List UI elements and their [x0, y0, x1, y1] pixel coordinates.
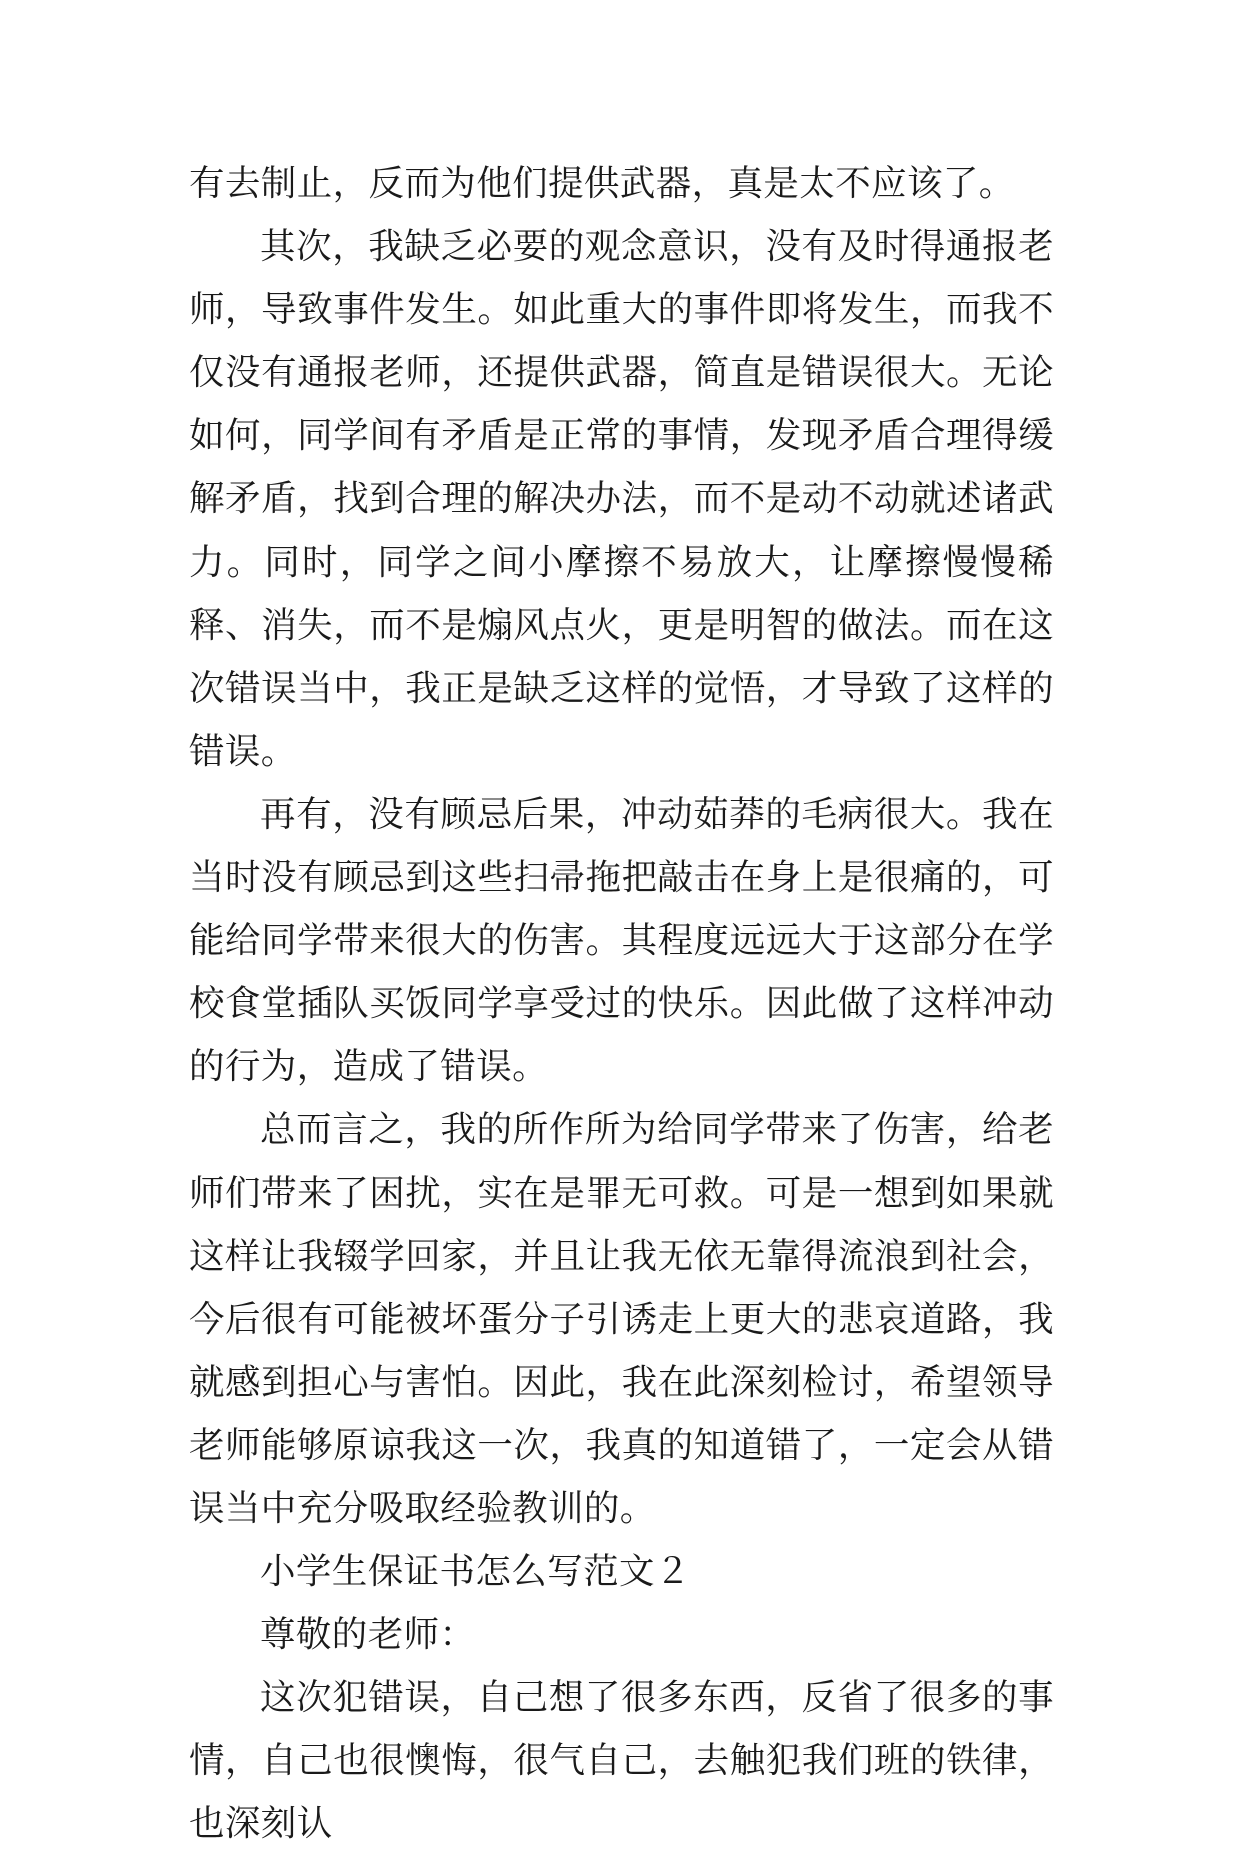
paragraph-letter-opening: 这次犯错误，自己想了很多东西，反省了很多的事情，自己也很懊悔，很气自己，去触犯我们班的铁律，也深刻认	[189, 1677, 1054, 1845]
paragraph-in-summary: 总而言之，我的所作所为给同学带来了伤害，给老师们带来了困扰，实在是罪无可救。可是一想到如果就这样让我辍学回家，并且让我无依无靠得流浪到社会，今后很有可能被坏蛋分子引诱走上更大的悲哀道路，我就感到担心与害怕。因此，我在此深刻检讨，希望领导老师能够原谅我这一次，我真的知道错了，一定会从错误当中充分吸取经验教训的。	[189, 1109, 1054, 1529]
paragraph-secondly: 其次，我缺乏必要的观念意识，没有及时得通报老师，导致事件发生。如此重大的事件即将发生，而我不仅没有通报老师，还提供武器，简直是错误很大。无论如何，同学间有矛盾是正常的事情，发现矛盾合理得缓解矛盾，找到合理的解决办法，而不是动不动就述诸武力。同时，同学之间小摩擦不易放大，让摩擦慢慢稀释、消失，而不是煽风点火，更是明智的做法。而在这次错误当中，我正是缺乏这样的觉悟，才导致了这样的错误。	[189, 226, 1054, 772]
paragraph-continuation: 有去制止，反而为他们提供武器，真是太不应该了。	[189, 163, 1015, 204]
paragraph-furthermore: 再有，没有顾忌后果，冲动茹莽的毛病很大。我在当时没有顾忌到这些扫帚拖把敲击在身上是很痛的，可能给同学带来很大的伤害。其程度远远大于这部分在学校食堂插队买饭同学享受过的快乐。因此做了这样冲动的行为，造成了错误。	[189, 793, 1054, 1088]
salutation: 尊敬的老师：	[260, 1614, 476, 1656]
document-body	[189, 152, 1054, 1856]
section-heading: 小学生保证书怎么写范文２	[260, 1551, 691, 1593]
